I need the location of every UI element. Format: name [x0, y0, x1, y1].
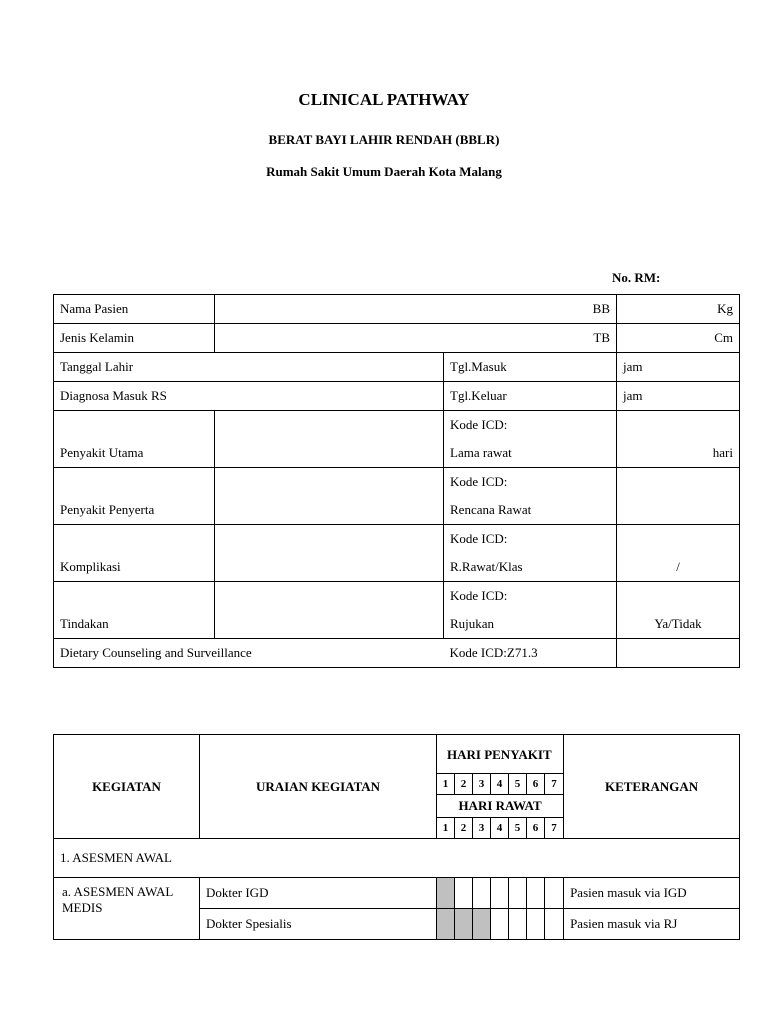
kg-unit: Kg	[617, 295, 740, 324]
uraian-item: Dokter IGD	[200, 878, 437, 909]
kode-icd-dietary-label: Kode ICD:Z71.3	[444, 639, 617, 668]
hari-penyakit-day-6: 6	[527, 774, 545, 795]
kegiatan-header: KEGIATAN	[54, 735, 200, 839]
hari-penyakit-day-2: 2	[455, 774, 473, 795]
kode-icd-penyerta-label: Kode ICD:	[444, 468, 617, 497]
nama-pasien-label: Nama Pasien	[54, 295, 215, 324]
hari-penyakit-day-7: 7	[545, 774, 564, 795]
hari-rawat-day-5: 5	[509, 818, 527, 839]
tgl-keluar-label: Tgl.Keluar	[444, 382, 617, 411]
penyakit-utama-label: Penyakit Utama	[54, 411, 215, 468]
day-check-cell[interactable]	[455, 909, 473, 940]
day-check-cell[interactable]	[527, 909, 545, 940]
day-check-cell[interactable]	[545, 909, 564, 940]
kode-icd-utama-label: Kode ICD:	[444, 411, 617, 440]
keterangan-item: Pasien masuk via IGD	[564, 878, 740, 909]
hari-rawat-day-4: 4	[491, 818, 509, 839]
day-check-cell[interactable]	[455, 878, 473, 909]
penyakit-penyerta-label: Penyakit Penyerta	[54, 468, 215, 525]
hari-rawat-day-2: 2	[455, 818, 473, 839]
hari-penyakit-day-4: 4	[491, 774, 509, 795]
asesmen-awal-medis-label: a. ASESMEN AWAL MEDIS	[54, 878, 200, 940]
keterangan-item: Pasien masuk via RJ	[564, 909, 740, 940]
ya-tidak-option: Ya/Tidak	[617, 582, 740, 639]
uraian-item: Dokter Spesialis	[200, 909, 437, 940]
day-check-cell[interactable]	[473, 909, 491, 940]
day-check-cell[interactable]	[545, 878, 564, 909]
hari-penyakit-day-5: 5	[509, 774, 527, 795]
tindakan-label: Tindakan	[54, 582, 215, 639]
day-check-cell[interactable]	[527, 878, 545, 909]
day-check-cell[interactable]	[509, 909, 527, 940]
hari-rawat-day-6: 6	[527, 818, 545, 839]
no-rm-label: No. RM:	[612, 270, 661, 285]
activity-table	[53, 734, 740, 940]
hari-rawat-day-1: 1	[437, 818, 455, 839]
day-check-cell[interactable]	[509, 878, 527, 909]
page-title: CLINICAL PATHWAY	[298, 90, 470, 109]
page-subtitle: BERAT BAYI LAHIR RENDAH (BBLR)	[268, 132, 500, 147]
hari-rawat-header: HARI RAWAT	[437, 795, 564, 818]
section-asesmen-awal: 1. ASESMEN AWAL	[54, 839, 740, 878]
rencana-rawat-label: Rencana Rawat	[444, 496, 617, 525]
day-check-cell[interactable]	[437, 878, 455, 909]
rawat-klas-label: R.Rawat/Klas	[444, 553, 617, 582]
hari-penyakit-header: HARI PENYAKIT	[437, 735, 564, 774]
hari-penyakit-day-3: 3	[473, 774, 491, 795]
komplikasi-label: Komplikasi	[54, 525, 215, 582]
jam-masuk-label: jam	[617, 353, 740, 382]
kode-icd-tindakan-label: Kode ICD:	[444, 582, 617, 611]
hospital-name: Rumah Sakit Umum Daerah Kota Malang	[266, 164, 502, 179]
jenis-kelamin-label: Jenis Kelamin	[54, 324, 215, 353]
rujukan-label: Rujukan	[444, 610, 617, 639]
tanggal-lahir-label: Tanggal Lahir	[54, 353, 444, 382]
tgl-masuk-label: Tgl.Masuk	[444, 353, 617, 382]
day-check-cell[interactable]	[437, 909, 455, 940]
diagnosa-masuk-label: Diagnosa Masuk RS	[54, 382, 444, 411]
dietary-counseling-label: Dietary Counseling and Surveillance	[54, 639, 444, 668]
day-check-cell[interactable]	[491, 878, 509, 909]
patient-info-table	[53, 294, 740, 668]
hari-rawat-day-3: 3	[473, 818, 491, 839]
hari-unit: hari	[617, 411, 740, 468]
rawat-klas-separator: /	[617, 525, 740, 582]
day-check-cell[interactable]	[473, 878, 491, 909]
uraian-kegiatan-header: URAIAN KEGIATAN	[200, 735, 437, 839]
kode-icd-komplikasi-label: Kode ICD:	[444, 525, 617, 554]
lama-rawat-label: Lama rawat	[444, 439, 617, 468]
hari-penyakit-day-1: 1	[437, 774, 455, 795]
cm-unit: Cm	[617, 324, 740, 353]
keterangan-header: KETERANGAN	[564, 735, 740, 839]
jam-keluar-label: jam	[617, 382, 740, 411]
bb-label: BB	[215, 295, 617, 324]
tb-label: TB	[215, 324, 617, 353]
day-check-cell[interactable]	[491, 909, 509, 940]
hari-rawat-day-7: 7	[545, 818, 564, 839]
